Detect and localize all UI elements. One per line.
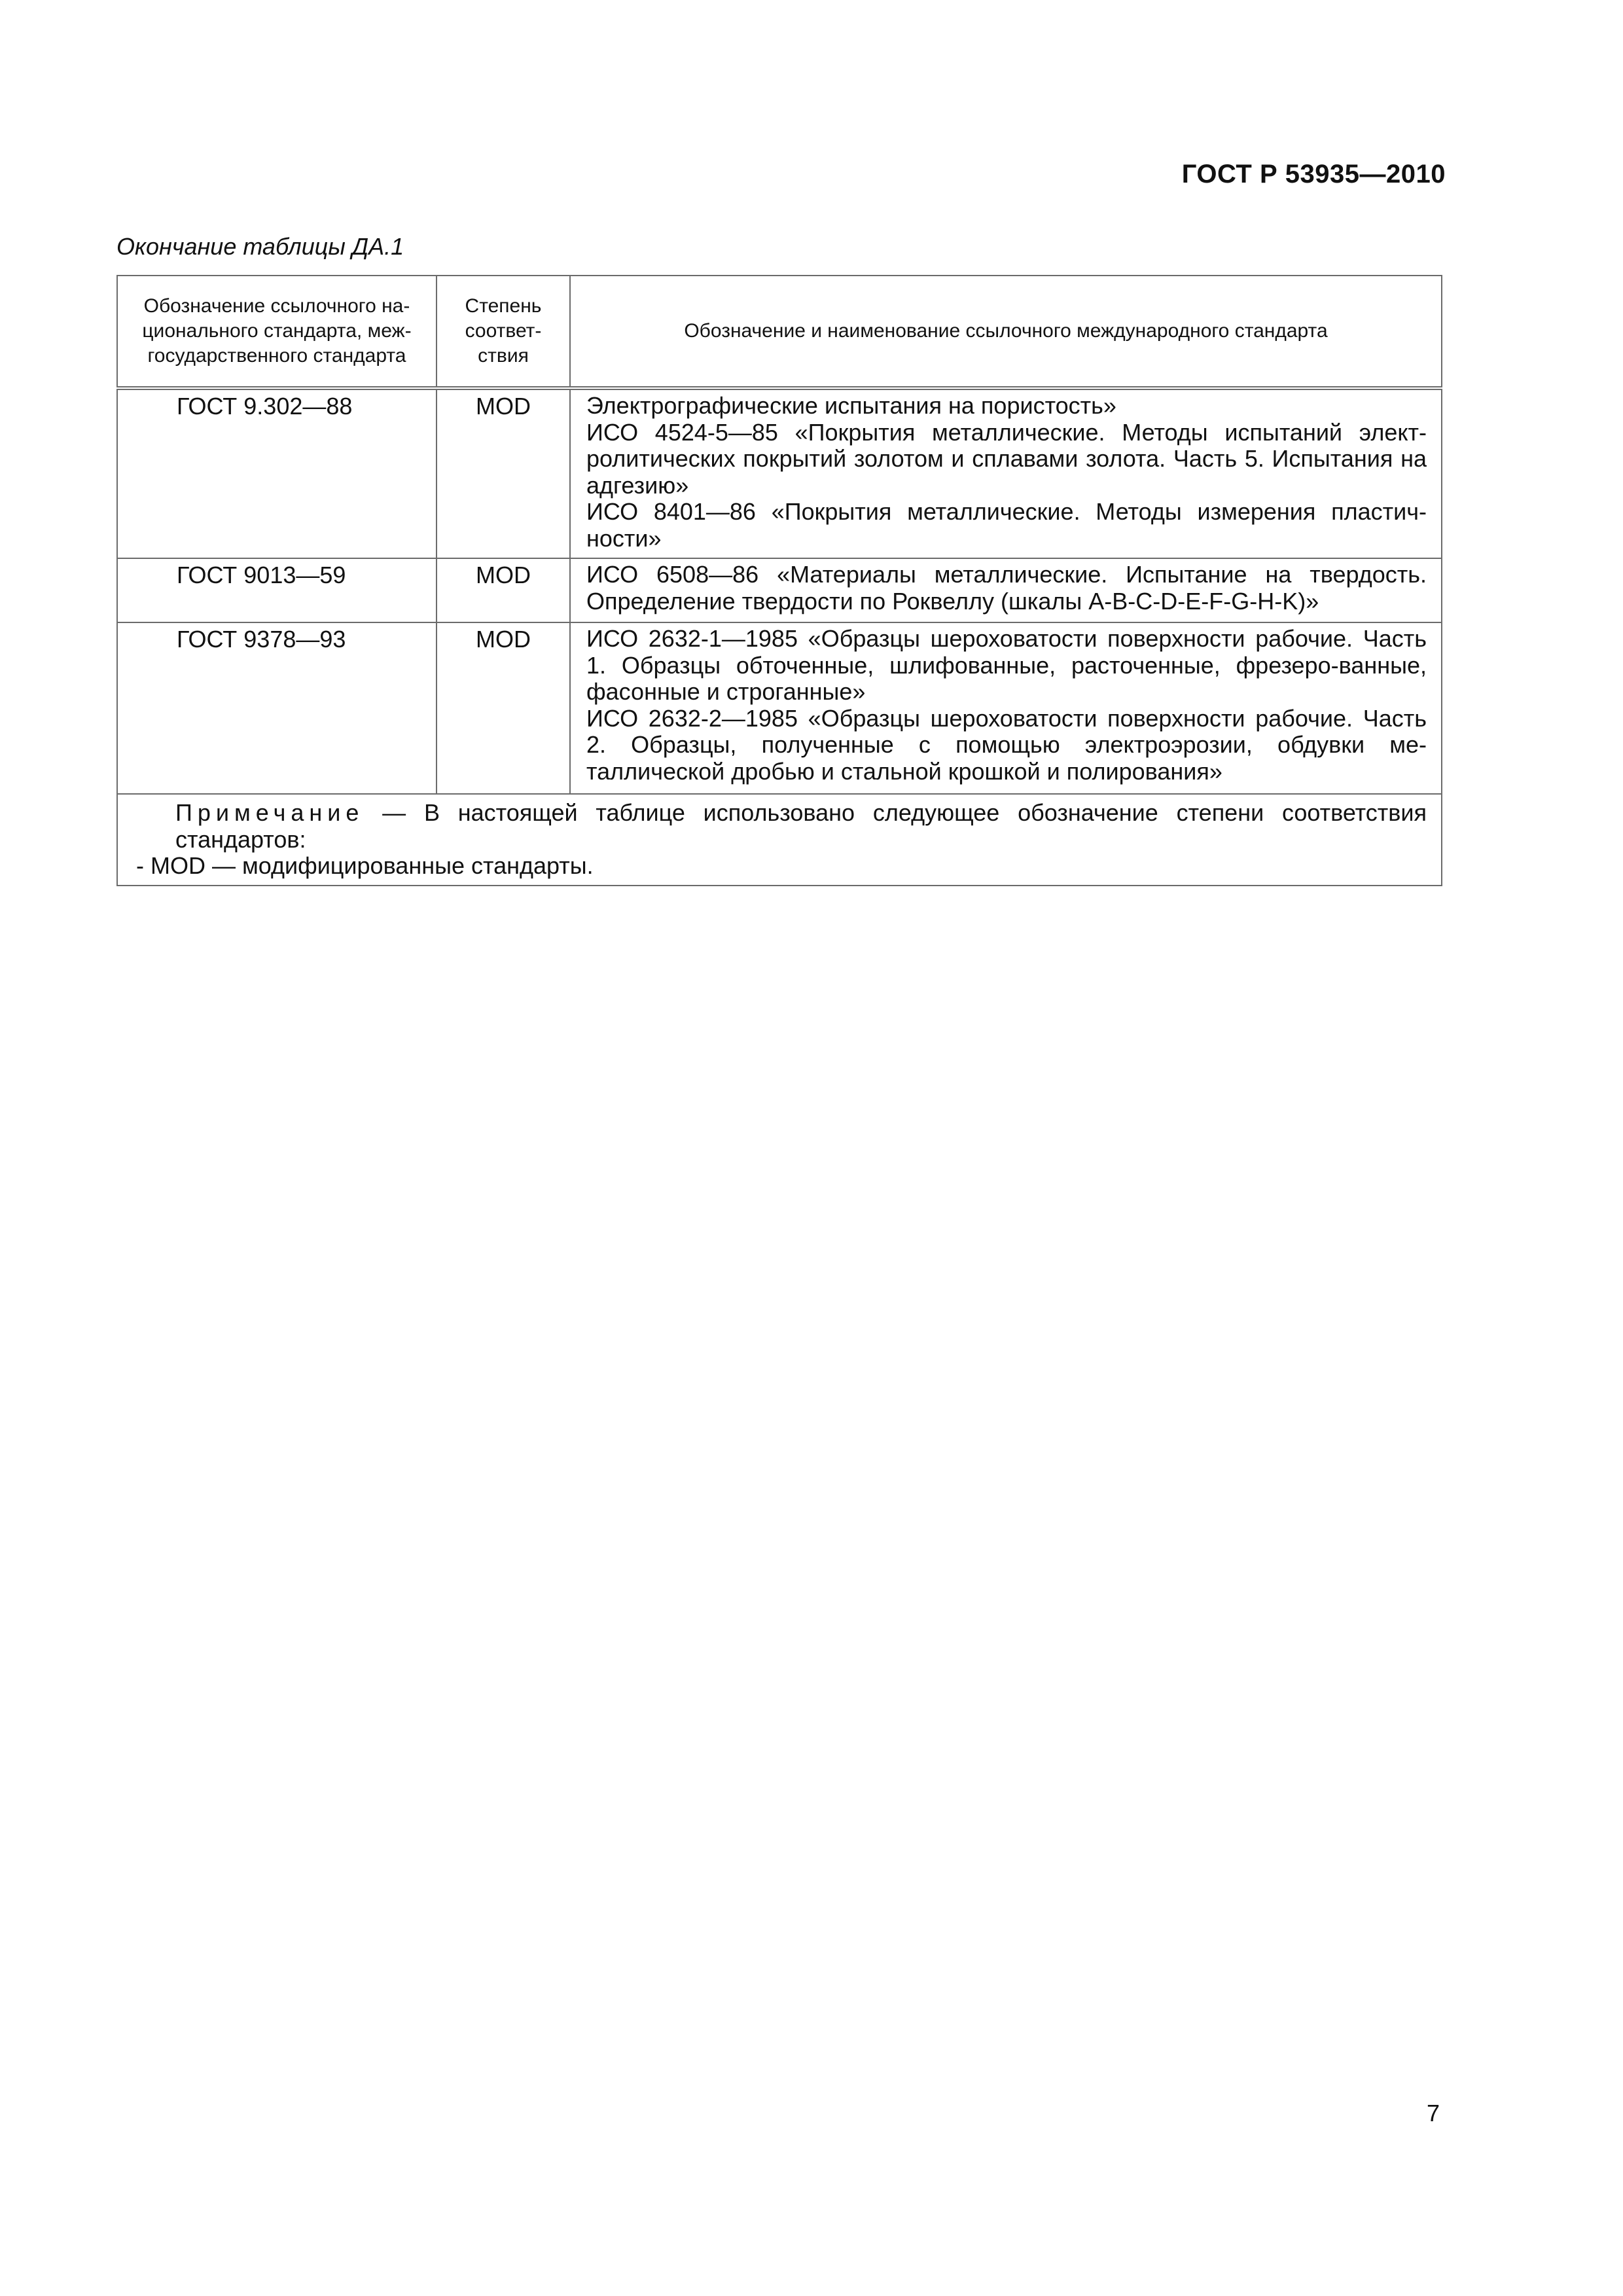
note-label: Примечание — [175, 799, 365, 826]
header-degree: Степень соответ-ствия — [437, 276, 570, 388]
description-line: ИСО 2632-1—1985 «Образцы шероховатости поверхности рабочие. Часть 1. Образцы обточенные, шлифованные, расточенные, фрезеро-ванные, фасонные и строганные» — [586, 625, 1427, 705]
table-note — [117, 794, 1442, 886]
table-row — [117, 622, 1442, 794]
description-line: ИСО 6508—86 «Материалы металлические. Испытание на твердость. Определение твердости по Роквеллу (шкалы A-B-C-D-E-F-G-H-K)» — [586, 561, 1427, 615]
note-paragraph — [123, 800, 1427, 853]
cell-standard: ГОСТ 9.302—88 — [117, 388, 437, 558]
description-line: ИСО 2632-2—1985 «Образцы шероховатости поверхности рабочие. Часть 2. Образцы, полученные с помощью электроэрозии, обдувки ме-таллической дробью и стальной крошкой и полирования» — [586, 704, 1427, 785]
cell-description — [570, 558, 1442, 622]
document-code: ГОСТ Р 53935—2010 — [1181, 160, 1446, 188]
description-line: ИСО 8401—86 «Покрытия металлические. Методы измерения пластич-ности» — [586, 498, 1427, 552]
table-header-row — [117, 276, 1442, 388]
cell-standard: ГОСТ 9378—93 — [117, 622, 437, 794]
description-line: ИСО 4524-5—85 «Покрытия металлические. Методы испытаний элект-ролитических покрытий золотом и сплавами золота. Часть 5. Испытания на адгезию» — [586, 418, 1427, 499]
cell-degree: MOD — [437, 622, 570, 794]
cell-standard: ГОСТ 9013—59 — [117, 558, 437, 622]
cell-description — [570, 622, 1442, 794]
header-international-standard: Обозначение и наименование ссылочного международного стандарта — [570, 276, 1442, 388]
note-item: - MOD — модифицированные стандарты. — [136, 852, 594, 879]
table-caption: Окончание таблицы ДА.1 — [116, 233, 404, 260]
cell-degree: MOD — [437, 558, 570, 622]
page-number: 7 — [1426, 2100, 1440, 2126]
table-row — [117, 558, 1442, 622]
table-row — [117, 388, 1442, 558]
header-national-standard: Обозначение ссылочного на-ционального стандарта, меж-государственного стандарта — [117, 276, 437, 388]
cell-degree: MOD — [437, 388, 570, 558]
reference-table — [116, 275, 1442, 886]
note-text: — В настоящей таблице использовано следующее обозначение степени соответствия стандартов: — [175, 799, 1427, 853]
description-line: Электрографические испытания на пористость» — [586, 392, 1116, 419]
table-note-row — [117, 794, 1442, 886]
cell-description — [570, 388, 1442, 558]
